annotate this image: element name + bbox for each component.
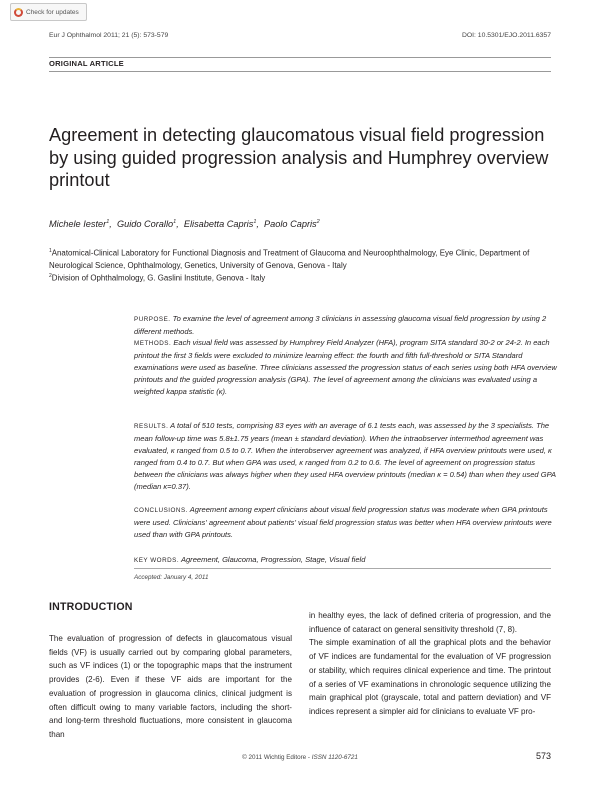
abstract-methods-text: Each visual field was assessed by Humphrey Field Analyzer (HFA), program SITA standard 30-2 or 24-2. In each printout the first 3 fields were excluded to minimize learning effect: the fourth and fifth full-threshold or SITA Standard examinations were used as baseline. Three clinicians assessed the progression status of each series using both HFA overview printouts and the guided progression analysis (GPA). The level of agreement among the clinicians was evaluated using a weighted kappa statistic (κ). — [134, 338, 557, 397]
author-affiliation-mark: 1 — [253, 219, 257, 225]
body-paragraph: The evaluation of progression of defects in glaucomatous visual fields (VF) is usually carried out by comparing global parameters, such as VF indices (1) or the topographic maps that the instrument provides (2-6). Even if these VF aids are important for the evaluation of progression in glaucoma clinics, clinical judgment is often difficult owing to many variable factors, including the short- and long-term threshold fluctuations, more consistent in glaucoma than — [49, 634, 292, 739]
affiliation-mark: 1 — [49, 248, 52, 254]
check-for-updates-label: Check for updates — [26, 8, 79, 16]
body-column-left — [49, 632, 292, 742]
header-divider-bottom — [49, 71, 551, 72]
abstract-conclusions — [134, 504, 558, 541]
body-paragraph: in healthy eyes, the lack of defined criteria of progression, and the influence of cataract on general sensitivity threshold (7, 8). — [309, 611, 551, 634]
author-affiliation-mark: 1 — [173, 219, 177, 225]
accepted-date: Accepted: January 4, 2011 — [134, 574, 209, 581]
affiliation — [49, 245, 559, 273]
keywords-text: Agreement, Glaucoma, Progression, Stage, Visual field — [180, 555, 366, 564]
introduction-heading: INTRODUCTION — [49, 601, 133, 613]
affiliation-mark: 2 — [49, 273, 52, 279]
keywords-heading: KEY WORDS. — [134, 557, 180, 564]
header-divider-top — [49, 57, 551, 58]
keywords-divider — [134, 568, 551, 569]
abstract-results-heading: RESULTS. — [134, 423, 169, 430]
abstract-purpose — [134, 313, 558, 338]
author-list: Michele Iester$^1$, Guido Corallo$^1$, Elisabetta Capris$^1$, Paolo Capris$^2$ — [49, 219, 320, 230]
body-column-right — [309, 609, 551, 719]
body-paragraph: The simple examination of all the graphical plots and the behavior of VF indices are fundamental for the evaluation of VF progression or stability, which requires clinical experience and time. The printout of a series of VF examinations in chronologic sequence utilizing the main graphical plot (grayscale, total and pattern deviation) and VF indices represent a simpler aid for clinicians to evaluate VF pro- — [309, 638, 551, 716]
affiliation-text: Anatomical-Clinical Laboratory for Functional Diagnosis and Treatment of Glaucoma and Neuroophthalmology, Eye Clinic, Department of Neurological Science, Ophthalmology, Genetics, University of Genova, Genova - Italy — [49, 248, 530, 271]
doi[interactable]: DOI: 10.5301/EJO.2011.6357 — [461, 32, 551, 39]
abstract-methods — [134, 337, 558, 398]
author-name: Paolo Capris — [264, 219, 317, 230]
author-name: Guido Corallo — [116, 219, 174, 230]
abstract-results-text: A total of 510 tests, comprising 83 eyes with an average of 6.1 tests each, was assessed by the 3 specialists. The mean follow-up time was 5.8±1.75 years (mean ± standard deviation). When the intraobserver intermethod agreement was evaluated, κ ranged from 0.5 to 0.7. When the interobserver agreement was analyzed, if HFA overview printouts were used, κ ranged from 0.4 to 0.7. But when GPA was used, κ ranged from 0.2 to 0.6. The level of agreement on progression status between the clinicians was always higher when they used HFA overview printouts (median κ = 0.54) than when they used GPA (median κ=0.37). — [134, 421, 556, 492]
affiliation — [49, 270, 559, 285]
journal-citation: Eur J Ophthalmol 2011; 21 (5): 573-579 — [49, 32, 169, 39]
check-for-updates-badge[interactable] — [10, 3, 87, 21]
page-number: 573 — [535, 751, 551, 761]
keywords — [134, 555, 365, 564]
abstract-conclusions-text: Agreement among expert clinicians about visual field progression status was moderate when GPA printouts were used. Clinicians' agreement about patients' visual field progression status was better when HFA overview printouts were used than with GPA printouts. — [134, 505, 552, 540]
footer-copyright — [0, 754, 600, 761]
abstract-purpose-heading: PURPOSE. — [134, 316, 171, 323]
author-name: Michele Iester — [49, 219, 107, 230]
abstract-purpose-text: To examine the level of agreement among 3 clinicians in assessing glaucoma visual field progression by using 2 different methods. — [134, 314, 547, 337]
author-name: Elisabetta Capris — [183, 219, 254, 230]
affiliation-text: Division of Ophthalmology, G. Gaslini Institute, Genova - Italy — [51, 273, 266, 283]
abstract-results — [134, 420, 558, 494]
article-title: Agreement in detecting glaucomatous visual field progression by using guided progression analysis and Humphrey overview printout — [49, 125, 549, 190]
abstract-conclusions-heading: CONCLUSIONS. — [134, 507, 188, 514]
abstract-methods-heading: METHODS. — [134, 340, 172, 347]
issn: ISSN 1120-6721 — [311, 754, 358, 761]
author-affiliation-mark: 2 — [316, 219, 320, 225]
copyright-text: © 2011 Wichtig Editore - — [242, 754, 312, 761]
crossmark-icon — [14, 8, 23, 17]
author-affiliation-mark: 1 — [106, 219, 110, 225]
section-label: ORIGINAL ARTICLE — [49, 59, 124, 68]
